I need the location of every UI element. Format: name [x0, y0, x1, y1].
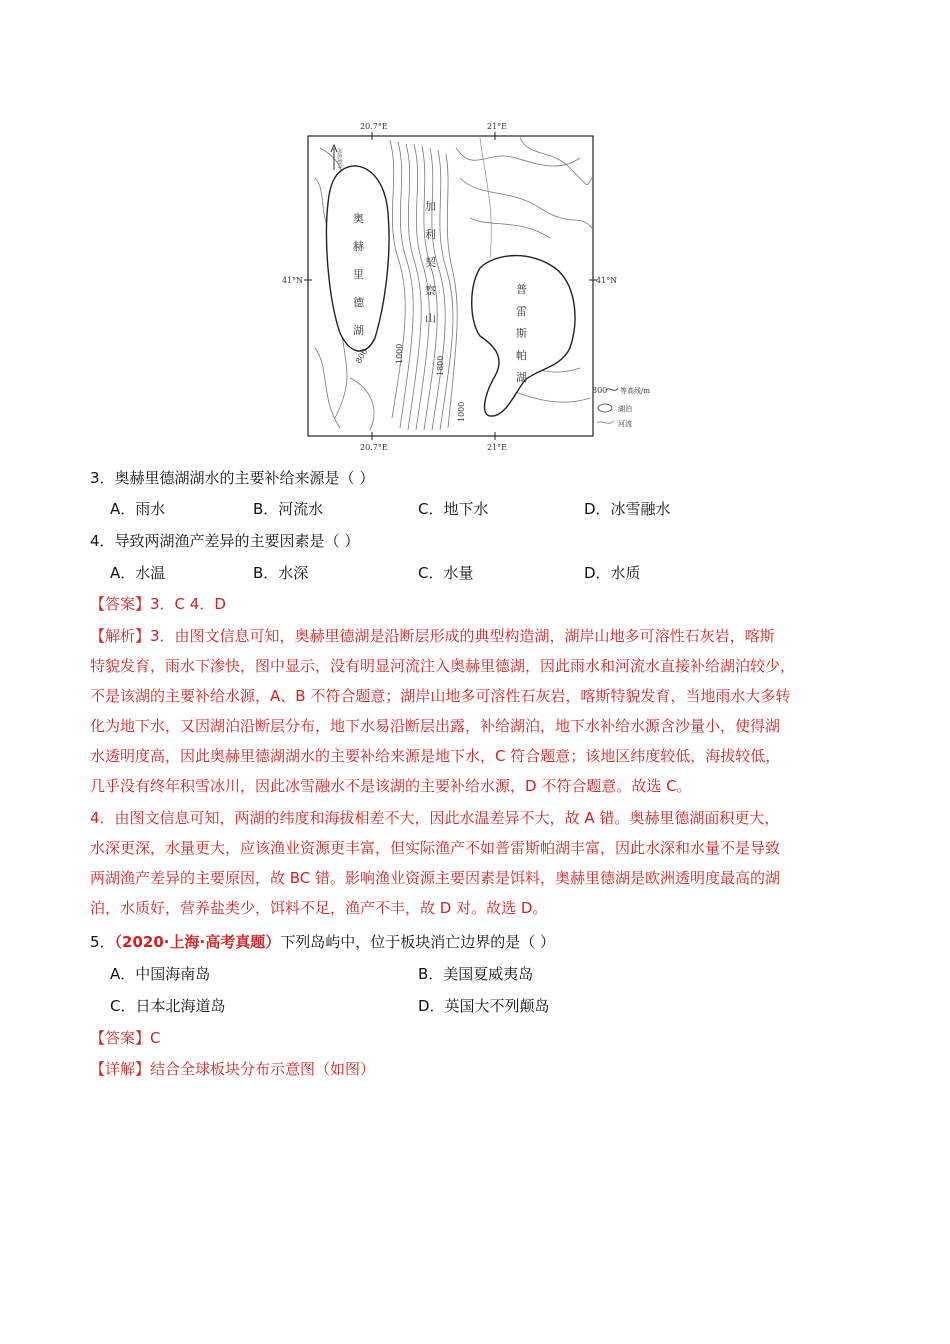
svg-text:奥: 奥	[353, 212, 364, 225]
q3-option-a: A．雨水	[110, 500, 166, 518]
map-svg	[280, 118, 650, 454]
analysis-line-10: 泊，水质好，营养盐类少，饵料不足，渔产不丰，故 D 对。故选 D。	[90, 899, 548, 917]
lat-left: 41°N	[282, 276, 304, 285]
svg-text:德: 德	[353, 296, 364, 309]
q5-source: （2020·上海·高考真题）	[114, 933, 281, 951]
answer5-tag: 【答案】	[90, 1029, 151, 1047]
q3-option-b: B．河流水	[253, 500, 324, 518]
q3-option-d: D．冰雪融水	[584, 500, 671, 518]
svg-text:雷: 雷	[516, 305, 527, 318]
svg-text:里: 里	[353, 268, 364, 281]
q3-option-c: C．地下水	[418, 500, 489, 518]
q4-option-a: A．水温	[110, 564, 166, 582]
answer-3-4	[90, 593, 226, 615]
q5-option-d: D．英国大不列颠岛	[418, 997, 550, 1015]
bottom-lon-right: 21°E	[487, 443, 508, 452]
detail-text: 结合全球板块分布示意图（如图）	[150, 1060, 376, 1078]
svg-text:赫: 赫	[353, 240, 364, 253]
svg-text:加: 加	[425, 200, 436, 213]
q5-option-a: A．中国海南岛	[110, 965, 211, 983]
svg-text:利: 利	[425, 228, 436, 241]
svg-text:普: 普	[516, 283, 527, 296]
svg-text:契: 契	[425, 256, 436, 269]
detail-line	[90, 1058, 375, 1080]
analysis-line-3: 不是该湖的主要补给水源，A、B 不符合题意；湖岸山地多可溶性石灰岩，喀斯特貌发育，当地雨水大多转	[90, 687, 791, 705]
q5-option-b: B．美国夏威夷岛	[418, 965, 534, 983]
answer-tag: 【答案】	[90, 595, 151, 613]
analysis-line-4: 化为地下水，又因湖泊沿断层分布，地下水易沿断层出露，补给湖泊，地下水补给水源含沙量小，使得湖	[90, 717, 781, 735]
top-lon-left: 20.7°E	[360, 122, 388, 131]
answer-text: 3．C 4．D	[150, 595, 226, 613]
legend-contour-value: 800	[592, 386, 608, 395]
svg-text:河流流向: 河流流向	[336, 148, 342, 169]
answer-5	[90, 1027, 161, 1049]
svg-text:察: 察	[425, 284, 436, 297]
bottom-lon-left: 20.7°E	[360, 443, 388, 452]
lake-contour-map	[280, 118, 650, 454]
q5-number: 5．	[90, 933, 115, 951]
map-legend	[592, 386, 650, 428]
svg-text:湖: 湖	[353, 324, 364, 337]
q4-option-c: C．水量	[418, 564, 474, 582]
legend-river-label: 河流	[618, 420, 632, 428]
analysis-line-7: 4．由图文信息可知，两湖的纬度和海拔相差不大，因此水温差异不大，故 A 错。奥赫里德湖面积更大，	[90, 809, 780, 827]
contour-1000a-label: 1000	[395, 343, 404, 364]
analysis-line-5: 水透明度高，因此奥赫里德湖湖水的主要补给来源是地下水，C 符合题意；该地区纬度较低，海拔较低，	[90, 747, 781, 765]
q5-stem-line	[90, 931, 555, 953]
mountain-label	[425, 199, 436, 325]
detail-tag: 【详解】	[90, 1060, 151, 1078]
legend-contour-label: 等高线/m	[620, 387, 650, 395]
analysis-line-8: 水深更深，水量更大，应该渔业资源更丰富，但实际渔产不如普雷斯帕湖丰富，因此水深和水量不是导致	[90, 839, 781, 857]
contour-1800-label: 1800	[436, 355, 445, 376]
svg-text:山: 山	[425, 312, 436, 325]
q5-option-c: C．日本北海道岛	[110, 997, 226, 1015]
top-lon-right: 21°E	[487, 122, 508, 131]
q4-stem: 4．导致两湖渔产差异的主要因素是（ ）	[90, 532, 360, 550]
svg-text:帕: 帕	[516, 349, 527, 362]
svg-text:湖: 湖	[516, 371, 527, 384]
analysis-line-1: 【解析】3．由图文信息可知，奥赫里德湖是沿断层形成的典型构造湖，湖岸山地多可溶性石灰岩，喀斯	[90, 627, 775, 645]
answer5-text: C	[150, 1029, 161, 1047]
legend-lake-label: 湖泊	[618, 405, 632, 413]
analysis-tag: 【解析】	[90, 627, 151, 645]
analysis-line-9: 两湖渔产差异的主要原因，故 BC 错。影响渔业资源主要因素是饵料，奥赫里德湖是欧洲透明度最高的湖	[90, 869, 781, 887]
analysis-line-2: 特貌发育，雨水下渗快，图中显示，没有明显河流注入奥赫里德湖，因此雨水和河流水直接补给湖泊较少，	[90, 657, 796, 675]
contour-800-label: 800	[353, 347, 370, 365]
contour-1000b-label: 1000	[457, 401, 466, 422]
q5-stem: 下列岛屿中，位于板块消亡边界的是（ ）	[280, 933, 555, 951]
q3-stem: 3．奥赫里德湖湖水的主要补给来源是（ ）	[90, 469, 375, 487]
q4-option-b: B．水深	[253, 564, 309, 582]
analysis-line-6: 几乎没有终年积雪冰川，因此冰雪融水不是该湖的主要补给水源，D 不符合题意。故选 C。	[90, 777, 692, 795]
svg-text:斯: 斯	[516, 327, 527, 340]
lat-right: 41°N	[596, 276, 618, 285]
q4-option-d: D．水质	[584, 564, 641, 582]
